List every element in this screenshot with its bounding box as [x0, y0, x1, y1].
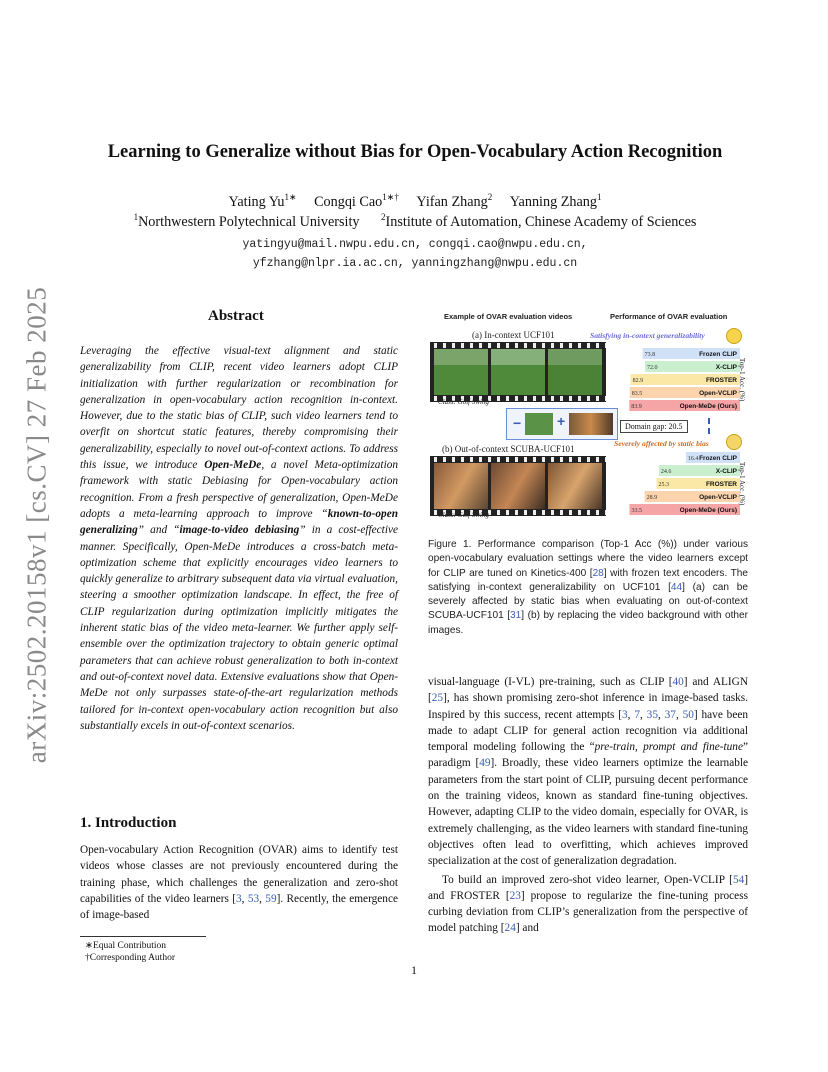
class-label: Class: Golf Swing [438, 511, 489, 519]
bar-value-label: 72.0 [646, 365, 658, 371]
affiliations [60, 214, 770, 231]
bar-value-label: 33.5 [631, 508, 642, 514]
citation-link[interactable]: 53 [247, 892, 260, 905]
video-strip-a [430, 342, 606, 402]
video-frame [491, 463, 545, 509]
abstract-heading: Abstract [208, 308, 264, 324]
smile-emoji-icon [726, 328, 742, 344]
author: Yating $Yu^{1∗}$ [228, 192, 297, 210]
citation-link[interactable]: 49 [479, 757, 491, 770]
bar-category-label: X-CLIP [715, 468, 737, 475]
chart-a [608, 348, 740, 414]
citation-link[interactable]: 7 [634, 708, 640, 721]
citation-link[interactable]: 28 [592, 567, 604, 579]
bar-category-label: Open-MeDe (Ours) [679, 403, 737, 410]
figure-right-header: Performance of OVAR evaluation [610, 312, 728, 321]
bar-category-label: Frozen CLIP [699, 351, 737, 358]
bar-value-label: 82.9 [632, 378, 644, 384]
bar-category-label: Open-VCLIP [699, 390, 737, 397]
figure-1 [428, 306, 750, 526]
gap-arrow [708, 418, 710, 434]
figure-left-header: Example of OVAR evaluation videos [444, 312, 573, 321]
email-line: yfzhang@nlpr.ia.ac.cn, yanningzhang@nwpu.edu.cn [252, 257, 578, 270]
tag-static-bias: Severely affected by static bias [614, 439, 709, 448]
affiliation: $^1$Northwestern Polytechnical University [133, 212, 360, 230]
paper-title: Learning to Generalize without Bias for Open-Vocabulary Action Recognition [107, 142, 723, 162]
section-heading: 1. Introduction [80, 815, 177, 831]
page-number: 1 [411, 963, 417, 977]
citation-link[interactable]: 23 [509, 889, 521, 902]
static-bias-illustration [506, 408, 618, 440]
video-frame [491, 349, 545, 395]
citation-link[interactable]: 3 [622, 708, 628, 721]
bar-value-label: 73.8 [644, 352, 656, 358]
footnote: ∗Equal Contribution [85, 941, 167, 951]
citation-link[interactable]: 59 [265, 892, 277, 905]
sad-emoji-icon [726, 434, 742, 450]
plus-icon: + [557, 413, 566, 429]
abstract-text: Leveraging the effective visual-text alignment and static generalizability from CLIP, recent video learners adopt CLIP initialization with further regularization or recombination for generalization in open-vocabulary action recognition in-context. However, due to the static bias of CLIP, such video learners tend to overfit on shortcut static features, thereby compromising their generalizability, especially to novel out-of-context actions. To address this issue, we introduce Open-MeDe, a novel Meta-optimization framework with static Debiasing for Open-vocabulary action recognition. From a fresh perspective of generalization, Open-MeDe adopts a meta-learning approach to improve “known-to-open generalizing” and “image-to-video debiasing” in a cost-effective manner. Specifically, Open-MeDe introduces a cross-batch meta-optimization scheme that explicitly encourages video learners to quickly generalize to arbitrary subsequent data via virtual evaluation, steering a smoother optimization landscape. In effect, the free of CLIP regularization during optimization implicitly mitigates the inherent static bias of the video meta-learner. We further apply self-ensemble over the optimization trajectory to obtain generic optimal parameters that can achieve robust generalization to both in-context and out-of-context novel data. Extensive evaluations show that Open-MeDe not only surpasses state-of-the-art regularization methods tailored for in-context open-vocabulary action recognition but also substantially excels in out-of-context scenarios. [80, 345, 399, 732]
bar-value-label: 24.6 [660, 469, 672, 475]
panel-a-title: (a) In-context UCF101 [472, 330, 555, 340]
tag-in-context: Satisfying in-context generalizability [590, 331, 705, 340]
author: Yifan Zhang$^2$ [416, 192, 493, 210]
bar-value-label: 25.3 [658, 482, 670, 488]
intro-text: Open-vocabulary Action Recognition (OVAR) aims to identify test videos whose classes are not previously encountered during the training phase, which challenges the generalization and zero-shot capabilities of the video learners [3, 53, 59]. Recently, the emergence of image-based [80, 844, 398, 922]
author-list [60, 194, 770, 211]
video-frame [434, 349, 488, 395]
class-label: Class: Golf Swing [438, 398, 489, 406]
footnote-rule [80, 936, 206, 937]
video-frame [548, 349, 602, 395]
bar-category-label: FROSTER [705, 377, 737, 384]
video-frame [548, 463, 602, 509]
bar-value-label: 83.9 [631, 404, 642, 410]
y-axis-label-b: Top-1 Acc. (%) [738, 462, 746, 506]
paragraph: visual-language (I-VL) pre-training, such as CLIP [40] and ALIGN [25], has shown promising zero-shot inference in image-based tasks. Inspired by this success, recent attempts [3, 7, 35, 37, 50] have been made to adapt CLIP for general action recognition via additional temporal modeling following the “pre-train, prompt and fine-tune” paradigm [49]. Broadly, these video learners optimize the learnable parameters from the start point of CLIP, pursuing decent performance on the training videos, known as standard fine-tuning objectives. However, adapting CLIP to the video domain, especially for OVAR, is extremely challenging, as the video learners with standard fine-tuning objectives often lead to overfitting, which achieves improved specialization at the cost of generalization degradation. [428, 676, 749, 868]
author: Congqi Cao$^{1∗\dagger}$ [314, 192, 399, 210]
citation-link[interactable]: 44 [670, 581, 683, 593]
right-column-text [428, 674, 748, 937]
y-axis-label-a: Top-1 Acc. (%) [738, 358, 746, 402]
bar-value-label: 16.4 [687, 456, 699, 462]
citation-link[interactable]: 50 [682, 708, 694, 721]
domain-gap-box: Domain gap: 20.5 [620, 420, 688, 433]
bar-category-label: FROSTER [705, 481, 737, 488]
arxiv-identifier: arXiv:2502.20158v1 [cs.CV] 27 Feb 2025 [21, 286, 52, 764]
citation-link[interactable]: 54 [732, 873, 745, 886]
paragraph: To build an improved zero-shot video learner, Open-VCLIP [54] and FROSTER [23] propose to regularize the fine-tuning process curbing deviation from CLIP’s generalization from the perspective of model patching [24] and [428, 873, 748, 935]
citation-link[interactable]: 25 [431, 692, 444, 705]
citation-link[interactable]: 3 [236, 892, 242, 905]
bar-category-label: Open-VCLIP [699, 494, 737, 501]
bar-category-label: Open-MeDe (Ours) [679, 507, 737, 514]
video-frame [434, 463, 488, 509]
bar-value-label: 28.9 [646, 495, 658, 501]
panel-b-title: (b) Out-of-context SCUBA-UCF101 [442, 444, 575, 454]
footnote: †Corresponding Author [85, 953, 175, 963]
bar-category-label: X-CLIP [715, 364, 737, 371]
email-line: yatingyu@mail.nwpu.edu.cn, congqi.cao@nwpu.edu.cn, [242, 238, 588, 251]
author: Yanning Zhang$^1$ [509, 192, 602, 210]
minus-icon: − [513, 415, 522, 431]
affiliation: $^2$Institute of Automation, Chinese Academy of Sciences [381, 212, 697, 230]
citation-link[interactable]: 37 [664, 708, 676, 721]
citation-link[interactable]: 31 [510, 610, 522, 622]
bar-category-label: Frozen CLIP [699, 455, 737, 462]
chart-b [608, 452, 740, 518]
citation-link[interactable]: 40 [672, 676, 684, 688]
thumbnail [525, 413, 553, 435]
video-strip-b [430, 456, 606, 516]
citation-link[interactable]: 35 [646, 708, 658, 721]
bar-value-label: 83.5 [631, 391, 643, 397]
figure-caption: Figure 1. Performance comparison (Top-1 Acc (%)) under various open-vocabulary evaluation settings where the video learners except for CLIP are tuned on Kinetics-400 [28] with frozen text encoders. The satisfying in-context generalizability on UCF101 [44] (a) can be severely affected by static bias when evaluating on out-of-context SCUBA-UCF101 [31] (b) by replacing the video background with other images. [428, 539, 748, 636]
citation-link[interactable]: 24 [504, 922, 516, 935]
thumbnail [569, 413, 613, 435]
